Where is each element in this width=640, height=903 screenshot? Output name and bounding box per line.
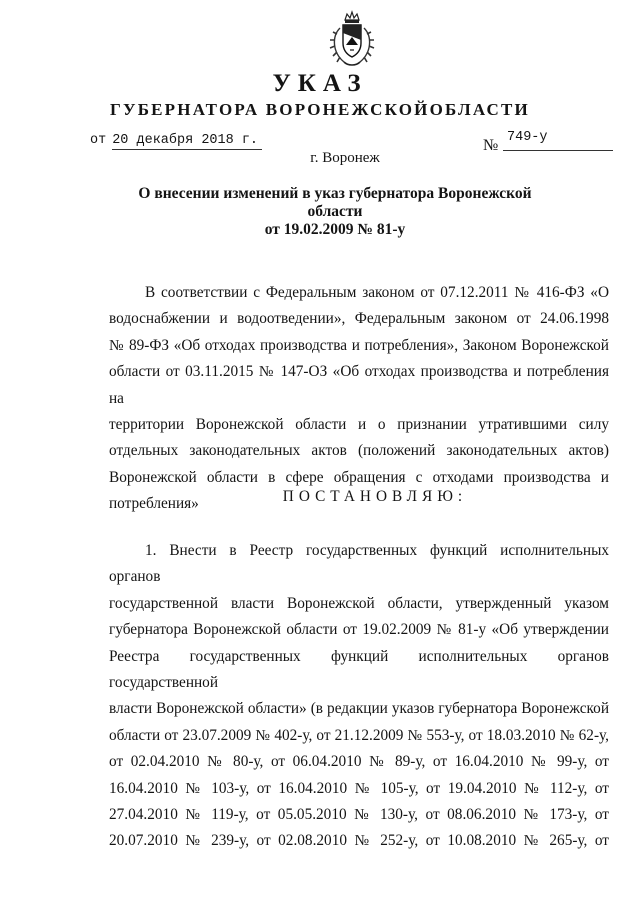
text-line: территории Воронежской области и о признании утратившими силу xyxy=(109,416,609,434)
text-line: государственной власти Воронежской области, утвержденный указом xyxy=(109,594,609,612)
document-subject xyxy=(110,185,560,239)
date-field xyxy=(90,133,262,150)
text-line: области от 03.11.2015 № 147-ОЗ «Об отходах производства и потребления на xyxy=(109,363,609,407)
city: г. Воронеж xyxy=(310,150,380,166)
text-line: власти Воронежской области» (в редакции указов губернатора Воронежской xyxy=(109,700,609,718)
text-line: 16.04.2010 № 103-у, от 16.04.2010 № 105-у, от 19.04.2010 № 112-у, от xyxy=(109,779,609,797)
number-sign: № xyxy=(483,137,499,154)
text-line: отдельных законодательных актов (положений законодательных актов) xyxy=(109,442,609,460)
decree-word: ПОСТАНОВЛЯЮ: xyxy=(282,488,468,505)
document-title: УКАЗ xyxy=(272,70,368,97)
date-value: 20 декабря 2018 г. xyxy=(112,133,262,150)
subject-line: О внесении изменений в указ губернатора Воронежской области xyxy=(138,185,532,220)
text-line: от 02.04.2010 № 80-у, от 06.04.2010 № 89-у, от 16.04.2010 № 99-у, от xyxy=(109,753,609,771)
text-line: 27.04.2010 № 119-у, от 05.05.2010 № 130-у, от 08.06.2010 № 173-у, от xyxy=(109,806,609,824)
item-1-paragraph xyxy=(109,538,609,855)
text-line: водоснабжении и водоотведении», Федеральным законом от 24.06.1998 xyxy=(109,310,609,328)
coat-of-arms-icon xyxy=(326,10,378,68)
text-line: Воронежской области в сфере обращения с отходами производства и xyxy=(109,468,609,486)
text-line: 20.07.2010 № 239-у, от 02.08.2010 № 252-у, от 10.08.2010 № 265-у, от xyxy=(109,832,609,850)
text-line: В соответствии с Федеральным законом от 07.12.2011 № 416-ФЗ «О xyxy=(145,284,609,301)
text-line: 1. Внести в Реестр государственных функций исполнительных органов xyxy=(109,542,609,586)
text-line: потребления» xyxy=(109,495,199,513)
preamble-paragraph xyxy=(109,280,609,518)
text-line: области от 23.07.2009 № 402-у, от 21.12.2009 № 553-у, от 18.03.2010 № 62-у, xyxy=(109,726,609,744)
text-line: Реестра государственных функций исполнительных органов государственной xyxy=(109,647,609,692)
text-line: № 89-ФЗ «Об отходах производства и потребления», Законом Воронежской xyxy=(109,336,609,354)
document-issuer: ГУБЕРНАТОРА ВОРОНЕЖСКОЙОБЛАСТИ xyxy=(110,100,530,119)
number-value: 749-у xyxy=(507,130,548,145)
text-line: губернатора Воронежской области от 19.02.2009 № 81-у «Об утверждении xyxy=(109,621,609,639)
date-prefix: от xyxy=(90,133,107,148)
subject-line: от 19.02.2009 № 81-у xyxy=(264,221,406,238)
